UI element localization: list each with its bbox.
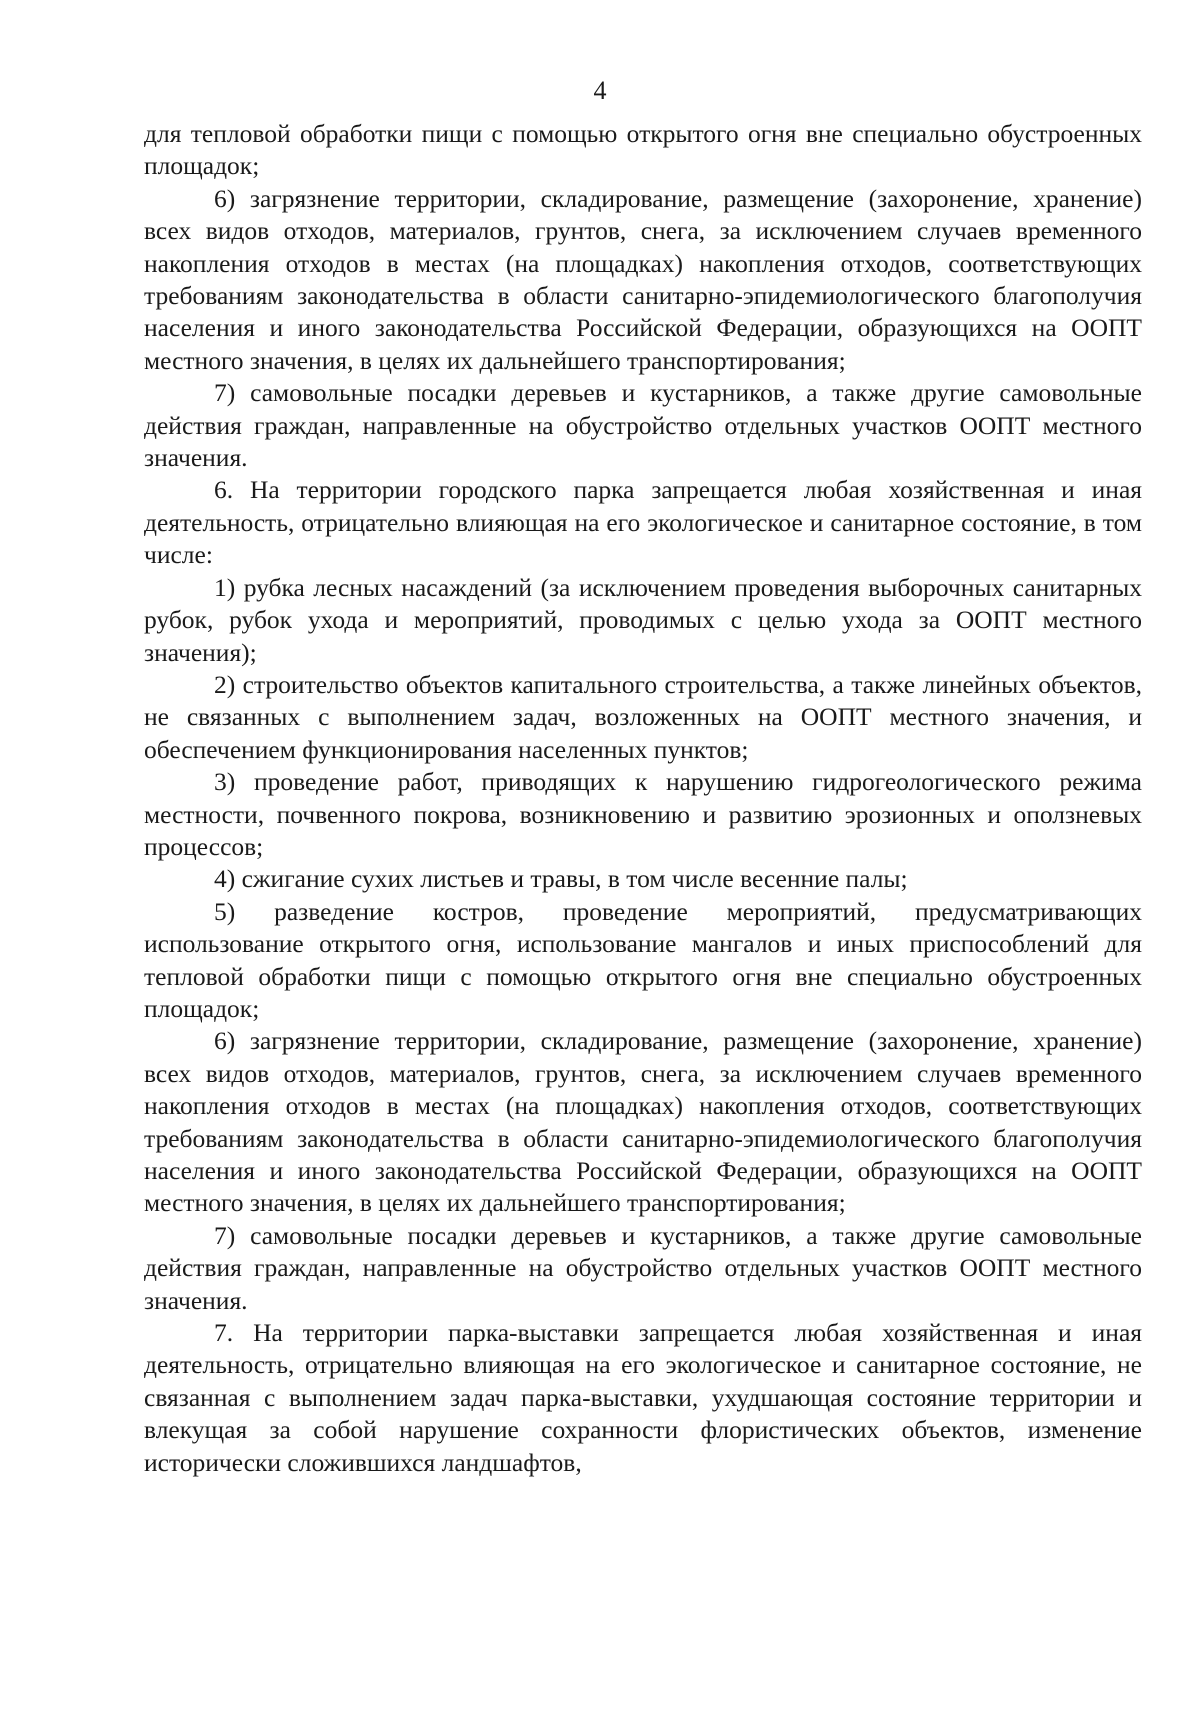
document-body — [144, 118, 1142, 1479]
paragraph-4: 6. На территории городского парка запрещается любая хозяйственная и иная деятельность, отрицательно влияющая на его экологическое и санитарное состояние, в том числе: — [144, 475, 1142, 570]
paragraph-6: 2) строительство объектов капитального строительства, а также линейных объектов, не связанных с выполнением задач, возложенных на ООПТ местного значения, и обеспечением функционирования населенных пунктов; — [144, 669, 1142, 764]
paragraph-1: для тепловой обработки пищи с помощью открытого огня вне специально обустроенных площадок; — [144, 119, 1142, 181]
paragraph-5: 1) рубка лесных насаждений (за исключением проведения выборочных санитарных рубок, рубок ухода и мероприятий, проводимых с целью ухода за ООПТ местного значения); — [144, 572, 1142, 667]
paragraph-11: 7) самовольные посадки деревьев и кустарников, а также другие самовольные действия граждан, направленные на обустройство отдельных участков ООПТ местного значения. — [144, 1220, 1142, 1315]
paragraph-8: 4) сжигание сухих листьев и травы, в том числе весенние палы; — [214, 864, 908, 894]
paragraph-7: 3) проведение работ, приводящих к нарушению гидрогеологического режима местности, почвенного покрова, возникновению и развитию эрозионных и оползневых процессов; — [144, 767, 1142, 861]
paragraph-9: 5) разведение костров, проведение мероприятий, предусматривающих использование открытого огня, использование мангалов и иных приспособлений для тепловой обработки пищи с помощью открытого огня вне специально обустроенных площадок; — [144, 896, 1142, 1023]
paragraph-10: 6) загрязнение территории, складирование, размещение (захоронение, хранение) всех видов отходов, материалов, грунтов, снега, за исключением случаев временного накопления отходов в местах (на площадках) накопления отходов, соответствующих требованиям законодательства в области санитарно-эпидемиологического благополучия населения и иного законодательства Российской Федерации, образующихся на ООПТ местного значения, в целях их дальнейшего транспортирования; — [144, 1026, 1142, 1218]
paragraph-12: 7. На территории парка-выставки запрещается любая хозяйственная и иная деятельность, отрицательно влияющая на его экологическое и санитарное состояние, не связанная с выполнением задач парка-выставки, ухудшающая состояние территории и влекущая за собой нарушение сохранности флористических объектов, изменение исторически сложившихся ландшафтов, — [144, 1318, 1142, 1477]
page-number: 4 — [593, 76, 607, 105]
paragraph-2: 6) загрязнение территории, складирование, размещение (захоронение, хранение) всех видов отходов, материалов, грунтов, снега, за исключением случаев временного накопления отходов в местах (на площадках) накопления отходов, соответствующих требованиям законодательства в области санитарно-эпидемиологического благополучия населения и иного законодательства Российской Федерации, образующихся на ООПТ местного значения, в целях их дальнейшего транспортирования; — [144, 183, 1142, 375]
paragraph-3: 7) самовольные посадки деревьев и кустарников, а также другие самовольные действия граждан, направленные на обустройство отдельных участков ООПТ местного значения. — [144, 378, 1142, 473]
